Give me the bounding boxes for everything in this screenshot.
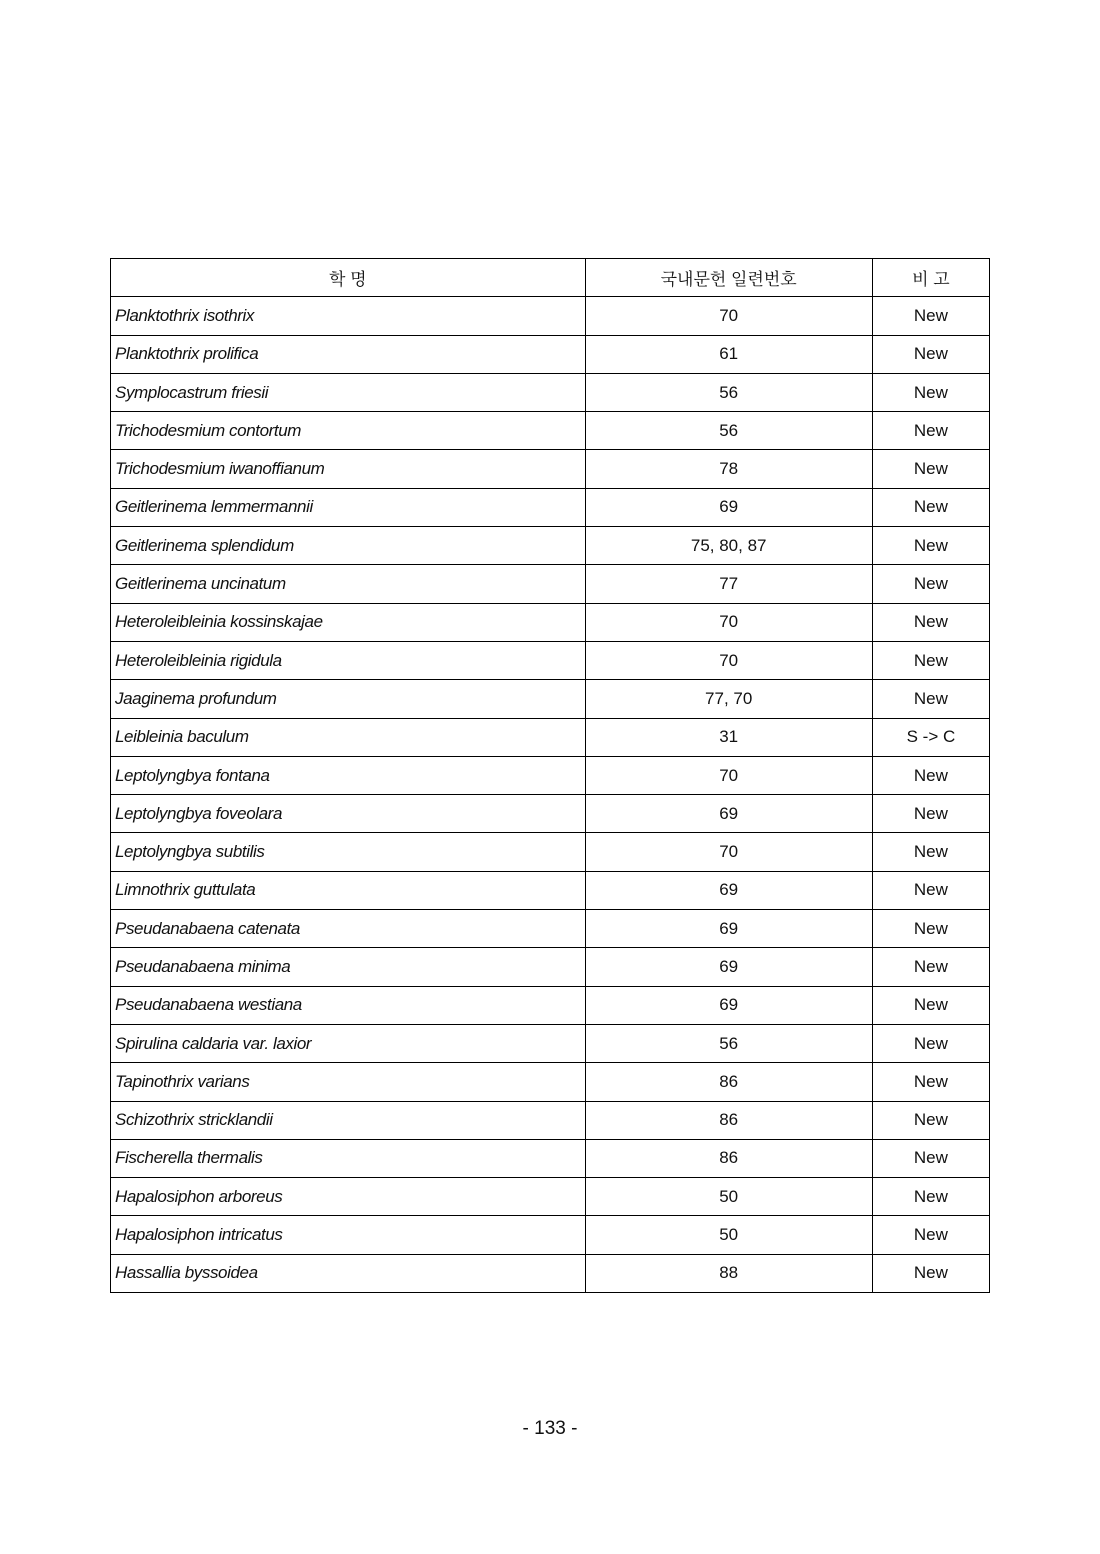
- remark-cell: New: [872, 986, 989, 1024]
- species-name-cell: Geitlerinema uncinatum: [111, 565, 586, 603]
- remark-cell: New: [872, 1063, 989, 1101]
- header-remarks: 비 고: [872, 259, 989, 297]
- reference-number-cell: 70: [585, 756, 872, 794]
- species-name-cell: Pseudanabaena catenata: [111, 910, 586, 948]
- reference-number-cell: 61: [585, 335, 872, 373]
- remark-cell: New: [872, 1139, 989, 1177]
- remark-cell: New: [872, 297, 989, 335]
- reference-number-cell: 86: [585, 1063, 872, 1101]
- table-row: [111, 948, 990, 986]
- reference-number-cell: 75, 80, 87: [585, 527, 872, 565]
- species-name-cell: Fischerella thermalis: [111, 1139, 586, 1177]
- reference-number-cell: 70: [585, 297, 872, 335]
- reference-number-cell: 88: [585, 1254, 872, 1292]
- species-name-cell: Pseudanabaena minima: [111, 948, 586, 986]
- remark-cell: New: [872, 335, 989, 373]
- remark-cell: New: [872, 756, 989, 794]
- remark-cell: New: [872, 373, 989, 411]
- remark-cell: New: [872, 871, 989, 909]
- header-reference-numbers: 국내문헌 일련번호: [585, 259, 872, 297]
- species-name-cell: Hapalosiphon arboreus: [111, 1178, 586, 1216]
- remark-cell: New: [872, 910, 989, 948]
- header-scientific-name: 학 명: [111, 259, 586, 297]
- table-row: [111, 412, 990, 450]
- table-row: [111, 488, 990, 526]
- remark-cell: New: [872, 680, 989, 718]
- reference-number-cell: 69: [585, 948, 872, 986]
- remark-cell: New: [872, 488, 989, 526]
- species-name-cell: Schizothrix stricklandii: [111, 1101, 586, 1139]
- table-row: [111, 756, 990, 794]
- table-row: [111, 1216, 990, 1254]
- species-name-cell: Planktothrix isothrix: [111, 297, 586, 335]
- remark-cell: S -> C: [872, 718, 989, 756]
- reference-number-cell: 56: [585, 373, 872, 411]
- reference-number-cell: 70: [585, 833, 872, 871]
- table-row: [111, 1101, 990, 1139]
- species-table: [110, 258, 990, 1293]
- remark-cell: New: [872, 795, 989, 833]
- species-name-cell: Geitlerinema lemmermannii: [111, 488, 586, 526]
- remark-cell: New: [872, 833, 989, 871]
- species-name-cell: Tapinothrix varians: [111, 1063, 586, 1101]
- reference-number-cell: 86: [585, 1101, 872, 1139]
- table-row: [111, 603, 990, 641]
- species-name-cell: Symplocastrum friesii: [111, 373, 586, 411]
- reference-number-cell: 69: [585, 795, 872, 833]
- species-name-cell: Heteroleibleinia rigidula: [111, 641, 586, 679]
- reference-number-cell: 86: [585, 1139, 872, 1177]
- table-row: [111, 1178, 990, 1216]
- table-row: [111, 1024, 990, 1062]
- reference-number-cell: 69: [585, 488, 872, 526]
- table-row: [111, 986, 990, 1024]
- table-row: [111, 335, 990, 373]
- remark-cell: New: [872, 641, 989, 679]
- species-name-cell: Geitlerinema splendidum: [111, 527, 586, 565]
- remark-cell: New: [872, 603, 989, 641]
- table-row: [111, 1139, 990, 1177]
- table-row: [111, 1063, 990, 1101]
- table-row: [111, 910, 990, 948]
- page-number: - 133 -: [522, 1418, 578, 1439]
- table-row: [111, 527, 990, 565]
- reference-number-cell: 56: [585, 412, 872, 450]
- species-name-cell: Trichodesmium contortum: [111, 412, 586, 450]
- table-header-row: [111, 259, 990, 297]
- table-row: [111, 297, 990, 335]
- table-row: [111, 718, 990, 756]
- species-name-cell: Leptolyngbya foveolara: [111, 795, 586, 833]
- remark-cell: New: [872, 527, 989, 565]
- reference-number-cell: 77: [585, 565, 872, 603]
- species-name-cell: Hassallia byssoidea: [111, 1254, 586, 1292]
- remark-cell: New: [872, 412, 989, 450]
- reference-number-cell: 70: [585, 641, 872, 679]
- remark-cell: New: [872, 948, 989, 986]
- table-row: [111, 871, 990, 909]
- table-row: [111, 450, 990, 488]
- reference-number-cell: 69: [585, 910, 872, 948]
- remark-cell: New: [872, 1024, 989, 1062]
- remark-cell: New: [872, 450, 989, 488]
- table-row: [111, 565, 990, 603]
- reference-number-cell: 50: [585, 1216, 872, 1254]
- reference-number-cell: 31: [585, 718, 872, 756]
- table-row: [111, 1254, 990, 1292]
- reference-number-cell: 56: [585, 1024, 872, 1062]
- species-name-cell: Planktothrix prolifica: [111, 335, 586, 373]
- species-name-cell: Pseudanabaena westiana: [111, 986, 586, 1024]
- species-name-cell: Trichodesmium iwanoffianum: [111, 450, 586, 488]
- remark-cell: New: [872, 1216, 989, 1254]
- remark-cell: New: [872, 1254, 989, 1292]
- species-name-cell: Heteroleibleinia kossinskajae: [111, 603, 586, 641]
- species-name-cell: Leptolyngbya fontana: [111, 756, 586, 794]
- table-row: [111, 833, 990, 871]
- table-row: [111, 795, 990, 833]
- reference-number-cell: 50: [585, 1178, 872, 1216]
- species-name-cell: Spirulina caldaria var. laxior: [111, 1024, 586, 1062]
- species-name-cell: Jaaginema profundum: [111, 680, 586, 718]
- species-name-cell: Leptolyngbya subtilis: [111, 833, 586, 871]
- reference-number-cell: 69: [585, 986, 872, 1024]
- remark-cell: New: [872, 1178, 989, 1216]
- species-name-cell: Hapalosiphon intricatus: [111, 1216, 586, 1254]
- table-row: [111, 680, 990, 718]
- species-name-cell: Leibleinia baculum: [111, 718, 586, 756]
- reference-number-cell: 78: [585, 450, 872, 488]
- reference-number-cell: 77, 70: [585, 680, 872, 718]
- species-name-cell: Limnothrix guttulata: [111, 871, 586, 909]
- table-row: [111, 373, 990, 411]
- remark-cell: New: [872, 1101, 989, 1139]
- table-row: [111, 641, 990, 679]
- reference-number-cell: 69: [585, 871, 872, 909]
- reference-number-cell: 70: [585, 603, 872, 641]
- remark-cell: New: [872, 565, 989, 603]
